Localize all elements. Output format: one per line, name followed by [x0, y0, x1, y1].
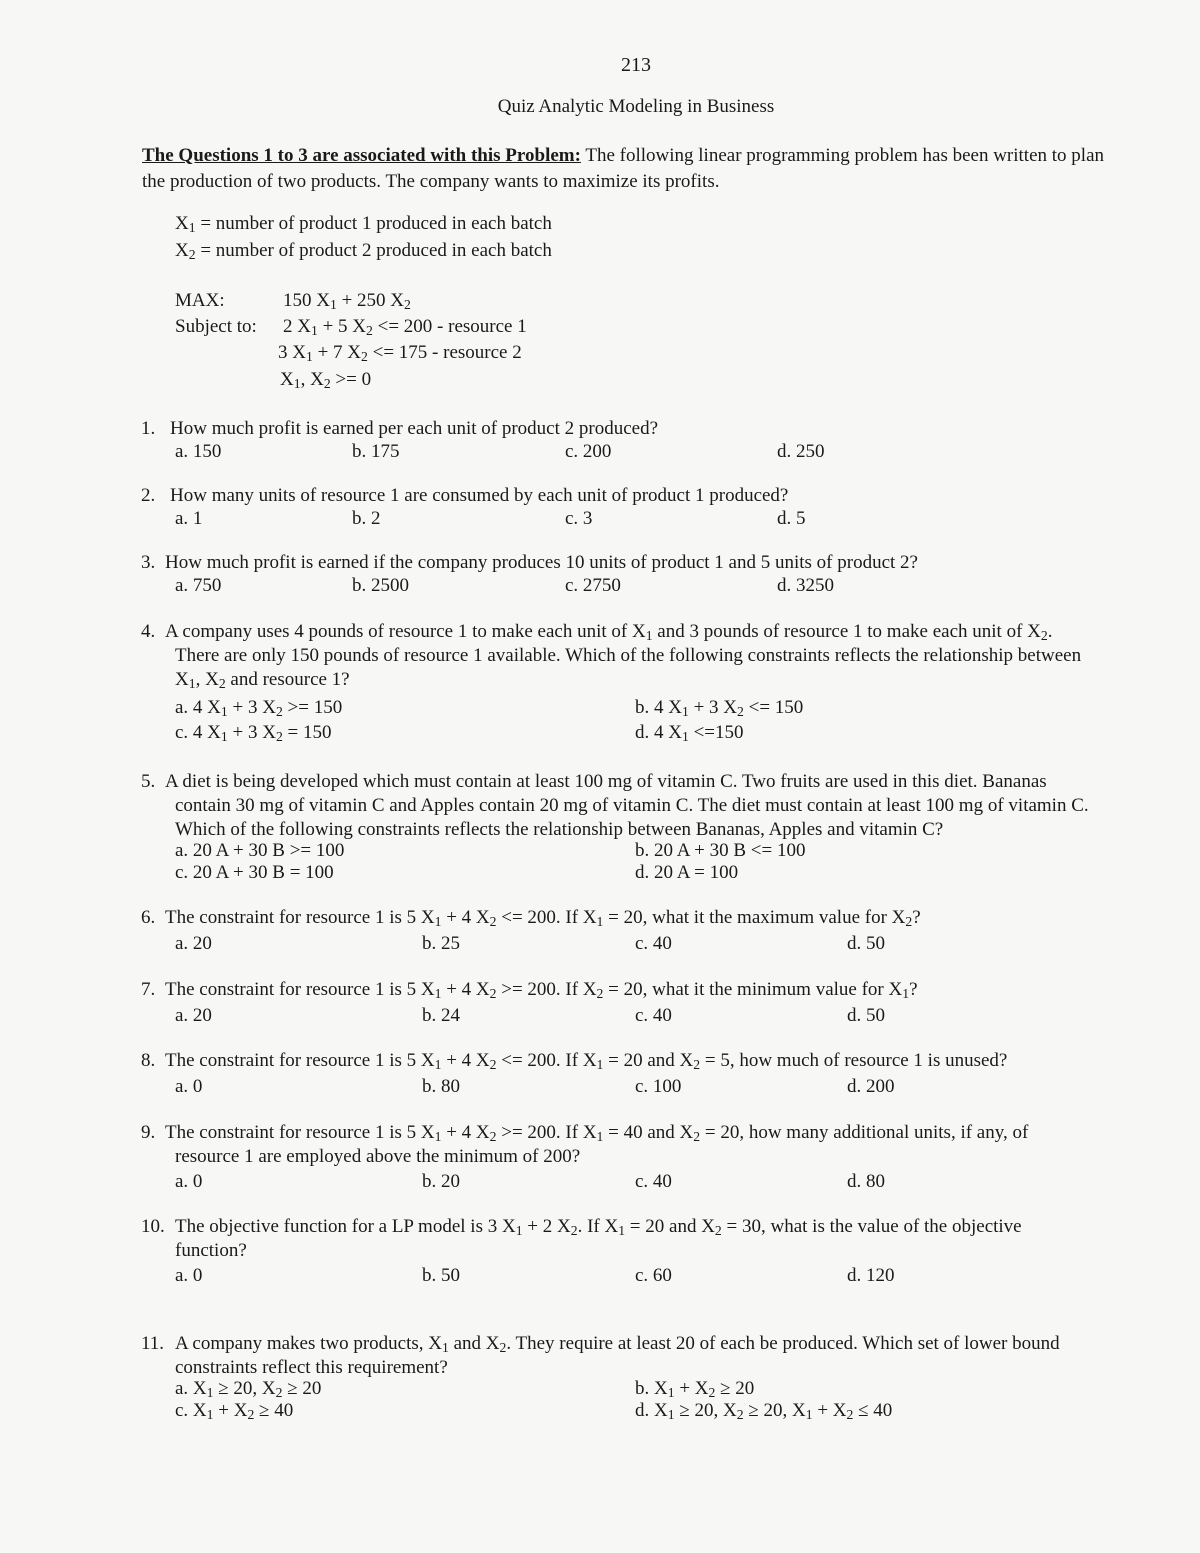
answer-option: d. 250	[777, 441, 825, 462]
objective-function: 150 $X_1 + 250$ $X_2$	[283, 290, 411, 312]
question-text: constraints reflect this requirement?	[175, 1357, 448, 1378]
question-text: A diet is being developed which must contain at least 100 mg of vitamin C. Two fruits are used in this diet. Bananas	[165, 771, 1047, 792]
question-text: A company makes two products, $X_1$ and $X_2$. They require at least 20 of each be produced. Which set of lower bound	[175, 1333, 1060, 1355]
question-text: function?	[175, 1240, 247, 1261]
intro-lead: The Questions 1 to 3 are associated with this Problem:	[142, 145, 581, 166]
answer-option: a. 4 $X_1 + 3$ $X_2 >= 150$	[175, 697, 343, 719]
document-title: Quiz Analytic Modeling in Business	[497, 96, 775, 117]
answer-option: b. 175	[352, 441, 400, 462]
answer-option: b. 25	[422, 933, 460, 954]
answer-option: c. 3	[565, 508, 593, 529]
question-number: 8.	[141, 1050, 156, 1071]
question-text: How much profit is earned per each unit of product 2 produced?	[170, 418, 659, 439]
question-text: resource 1 are employed above the minimum of 200?	[175, 1146, 581, 1167]
question-number: 4.	[141, 621, 156, 642]
question-number: 10.	[141, 1216, 165, 1237]
max-label: MAX:	[175, 290, 225, 311]
definition-line: $X_2$ = number of product 2 produced in each batch	[175, 240, 552, 262]
answer-option: a. 0	[175, 1076, 203, 1097]
subject-to-label: Subject to:	[175, 316, 257, 337]
answer-option: c. 2750	[565, 575, 621, 596]
question-text: The constraint for resource 1 is 5 $X_1 + 4$ $X_2 <= 200$. If $X_1 = 20$ and $X_2 = 5$, how much of resource 1 is unused?	[165, 1050, 1008, 1072]
answer-option: a. $X_1 \ge 20$, $X_2 \ge 20$	[175, 1378, 322, 1400]
constraint-line: 2 $X_1 + 5$ $X_2 <= 200$ - resource 1	[283, 316, 527, 338]
question-number: 6.	[141, 907, 156, 928]
question-text: $X_1$, $X_2$ and resource 1?	[175, 669, 350, 691]
answer-option: c. 20 A + 30 B = 100	[175, 862, 334, 883]
answer-option: c. 100	[635, 1076, 682, 1097]
answer-option: d. 120	[847, 1265, 895, 1286]
constraint-line: 3 $X_1 + 7$ $X_2 <= 175$ - resource 2	[278, 342, 522, 364]
question-text: The constraint for resource 1 is 5 $X_1 + 4$ $X_2 >= 200$. If $X_2 = 20$, what it the minimum value for $X_1$?	[165, 979, 918, 1001]
answer-option: a. 20	[175, 933, 212, 954]
answer-option: a. 150	[175, 441, 222, 462]
question-number: 11.	[141, 1333, 165, 1354]
answer-option: d. 4 $X_1 <=150$	[635, 722, 744, 744]
answer-option: c. $X_1 + X_2 \ge 40$	[175, 1400, 294, 1422]
answer-option: b. 50	[422, 1265, 460, 1286]
answer-option: d. 200	[847, 1076, 895, 1097]
constraint-line: $X_1$, $X_2 >= 0$	[280, 369, 372, 391]
answer-option: d. 5	[777, 508, 806, 529]
question-number: 3.	[141, 552, 156, 573]
answer-option: b. 20	[422, 1171, 460, 1192]
answer-option: a. 750	[175, 575, 222, 596]
question-text: Which of the following constraints reflects the relationship between Bananas, Apples and vitamin C?	[175, 819, 944, 840]
answer-option: b. 80	[422, 1076, 460, 1097]
answer-option: d. 50	[847, 1005, 885, 1026]
answer-option: d. 3250	[777, 575, 834, 596]
question-text: The constraint for resource 1 is 5 $X_1 + 4$ $X_2 <= 200$. If $X_1 = 20$, what it the maximum value for $X_2$?	[165, 907, 921, 929]
page-number: 213	[621, 54, 651, 76]
answer-option: b. 20 A + 30 B <= 100	[635, 840, 806, 861]
answer-option: d. 20 A = 100	[635, 862, 739, 883]
answer-option: d. $X_1 \ge 20$, $X_2 \ge 20$, $X_1 + X_2 \le 40$	[635, 1400, 893, 1422]
answer-option: a. 0	[175, 1171, 203, 1192]
answer-option: b. 2500	[352, 575, 409, 596]
question-number: 1.	[141, 418, 156, 439]
answer-option: d. 50	[847, 933, 885, 954]
question-number: 2.	[141, 485, 156, 506]
question-number: 9.	[141, 1122, 156, 1143]
question-text: contain 30 mg of vitamin C and Apples contain 20 mg of vitamin C. The diet must contain at least 100 mg of vitamin C.	[175, 795, 1089, 816]
question-text: There are only 150 pounds of resource 1 available. Which of the following constraints reflects the relationship between	[175, 645, 1082, 666]
question-number: 5.	[141, 771, 156, 792]
answer-option: c. 200	[565, 441, 612, 462]
answer-option: a. 20 A + 30 B >= 100	[175, 840, 345, 861]
answer-option: d. 80	[847, 1171, 885, 1192]
answer-option: c. 40	[635, 1171, 672, 1192]
answer-option: c. 40	[635, 933, 672, 954]
answer-option: b. 2	[352, 508, 381, 529]
question-text: How much profit is earned if the company produces 10 units of product 1 and 5 units of product 2?	[165, 552, 918, 573]
answer-option: c. 4 $X_1 + 3$ $X_2 = 150$	[175, 722, 332, 744]
question-text: How many units of resource 1 are consumed by each unit of product 1 produced?	[170, 485, 789, 506]
intro-paragraph	[142, 143, 1112, 195]
answer-option: a. 0	[175, 1265, 203, 1286]
answer-option: a. 20	[175, 1005, 212, 1026]
intro-text: The following linear programming problem has been written to plan the production of two products. The company wants to maximize its profits.	[142, 145, 1105, 192]
question-number: 7.	[141, 979, 156, 1000]
question-text: The constraint for resource 1 is 5 $X_1 + 4$ $X_2 >= 200$. If $X_1 = 40$ and $X_2 = 20$, how many additional units, if any, of	[165, 1122, 1029, 1144]
answer-option: b. $X_1 + X_2 \ge 20$	[635, 1378, 755, 1400]
answer-option: b. 4 $X_1 + 3$ $X_2 <= 150$	[635, 697, 804, 719]
definition-line: $X_1$ = number of product 1 produced in each batch	[175, 213, 552, 235]
answer-option: b. 24	[422, 1005, 460, 1026]
answer-option: a. 1	[175, 508, 203, 529]
answer-option: c. 60	[635, 1265, 672, 1286]
question-text: A company uses 4 pounds of resource 1 to make each unit of $X_1$ and 3 pounds of resource 1 to make each unit of $X_2$.	[165, 621, 1053, 643]
question-text: The objective function for a LP model is 3 $X_1 + 2$ $X_2$. If $X_1 = 20$ and $X_2 = 30$, what is the value of the objective	[175, 1216, 1022, 1238]
answer-option: c. 40	[635, 1005, 672, 1026]
